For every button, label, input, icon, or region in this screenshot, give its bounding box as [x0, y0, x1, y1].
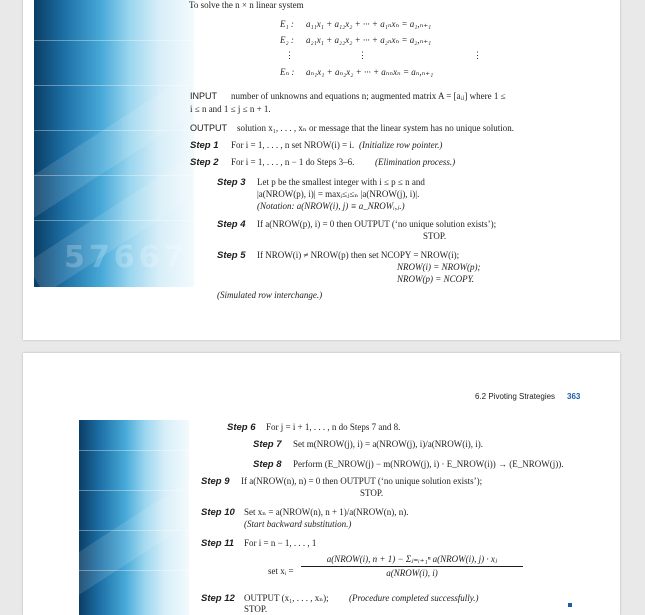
step3-line2: |a(NROW(p), i)| = maxᵢ≤ⱼ≤ₙ |a(NROW(j), i)|. — [257, 189, 420, 199]
running-head: 6.2 Pivoting Strategies — [475, 392, 556, 401]
step12-note: (Procedure completed successfully.) — [349, 593, 479, 603]
decorative-side-image — [34, 0, 194, 287]
step5-label: Step 5 — [217, 250, 246, 261]
page-end-marker — [568, 603, 572, 607]
image-watermark: 57667 — [64, 240, 189, 275]
step9-line1: If a(NROW(n), n) = 0 then OUTPUT (‘no unique solution exists’); — [241, 476, 483, 486]
input-text-1: number of unknowns and equations n; augmented matrix A = [aᵢⱼ] where 1 ≤ — [231, 91, 506, 101]
step1-label: Step 1 — [190, 140, 219, 151]
step12-line1: OUTPUT (x₁, . . . , xₙ); — [244, 593, 329, 603]
fraction-bar — [301, 566, 523, 567]
step5-line3: NROW(p) = NCOPY. — [397, 274, 474, 284]
step11-text: For i = n − 1, . . . , 1 — [244, 538, 317, 548]
step2-label: Step 2 — [190, 157, 219, 168]
eq1-label: E₁ : — [280, 19, 294, 29]
step12-line2: STOP. — [244, 604, 268, 614]
eq2-label: E₂ : — [280, 35, 294, 45]
step10-label: Step 10 — [201, 507, 235, 518]
step1-text: For i = 1, . . . , n set NROW(i) = i. — [231, 140, 355, 150]
input-label: INPUT — [190, 91, 217, 101]
step7-text: Set m(NROW(j), i) = a(NROW(j), i)/a(NROW(i), i). — [293, 439, 484, 449]
page-bottom — [23, 353, 620, 615]
step2-text: For i = 1, . . . , n − 1 do Steps 3–6. — [231, 157, 355, 167]
step4-label: Step 4 — [217, 219, 246, 230]
step4-line2: STOP. — [423, 231, 447, 241]
step8-text: Perform (E_NROW(j) − m(NROW(j), i) · E_NROW(i)) → (E_NROW(j)). — [293, 459, 564, 469]
step11-numerator: a(NROW(i), n + 1) − Σⱼ₌ᵢ₊₁ⁿ a(NROW(i), j) · xⱼ — [326, 554, 498, 564]
page-number: 363 — [567, 392, 581, 401]
eq1-text: a₁₁x₁ + a₁₂x₂ + ··· + a₁ₙxₙ = a₁,ₙ₊₁ — [306, 19, 432, 29]
step5-line2: NROW(i) = NROW(p); — [397, 262, 481, 272]
step5-line1: If NROW(i) ≠ NROW(p) then set NCOPY = NROW(i); — [257, 250, 460, 260]
eq2-text: a₂₁x₁ + a₂₂x₂ + ··· + a₂ₙxₙ = a₂,ₙ₊₁ — [306, 35, 432, 45]
eq-vdots-middle: ⋮ — [358, 50, 367, 60]
eqn-text: aₙ₁x₁ + aₙ₂x₂ + ··· + aₙₙxₙ = aₙ,ₙ₊₁ — [306, 67, 434, 77]
step12-label: Step 12 — [201, 593, 235, 604]
intro-text: To solve the n × n linear system — [189, 0, 304, 10]
step3-line3: (Notation: a(NROW(i), j) ≡ a_NROWᵢ,ⱼ.) — [257, 201, 405, 211]
step11-denominator: a(NROW(i), i) — [386, 568, 438, 578]
step11-set-label: set xᵢ = — [268, 566, 294, 576]
step6-text: For j = i + 1, . . . , n do Steps 7 and 8. — [266, 422, 401, 432]
output-label: OUTPUT — [190, 123, 227, 133]
step10-line1: Set xₙ = a(NROW(n), n + 1)/a(NROW(n), n). — [244, 507, 409, 517]
eq-vdots-left: ⋮ — [285, 50, 294, 60]
step6-label: Step 6 — [227, 422, 256, 433]
step2-note: (Elimination process.) — [375, 157, 456, 167]
step10-line2: (Start backward substitution.) — [244, 519, 352, 529]
input-text-2: i ≤ n and 1 ≤ j ≤ n + 1. — [190, 104, 271, 114]
step3-label: Step 3 — [217, 177, 246, 188]
step11-fraction — [301, 554, 523, 579]
eq-vdots-right: ⋮ — [473, 50, 482, 60]
step1-note: (Initialize row pointer.) — [359, 140, 443, 150]
page-top — [23, 0, 620, 340]
step7-label: Step 7 — [253, 439, 282, 450]
simulated-interchange-note: (Simulated row interchange.) — [217, 290, 323, 300]
output-text: solution x₁, . . . , xₙ or message that the linear system has no unique solution. — [237, 123, 514, 133]
step11-label: Step 11 — [201, 538, 235, 549]
step8-label: Step 8 — [253, 459, 282, 470]
step9-label: Step 9 — [201, 476, 230, 487]
step3-line1: Let p be the smallest integer with i ≤ p ≤ n and — [257, 177, 425, 187]
step9-line2: STOP. — [360, 488, 384, 498]
step4-line1: If a(NROW(p), i) = 0 then OUTPUT (‘no unique solution exists’); — [257, 219, 497, 229]
eqn-label: Eₙ : — [280, 67, 295, 77]
decorative-side-image — [79, 420, 189, 615]
